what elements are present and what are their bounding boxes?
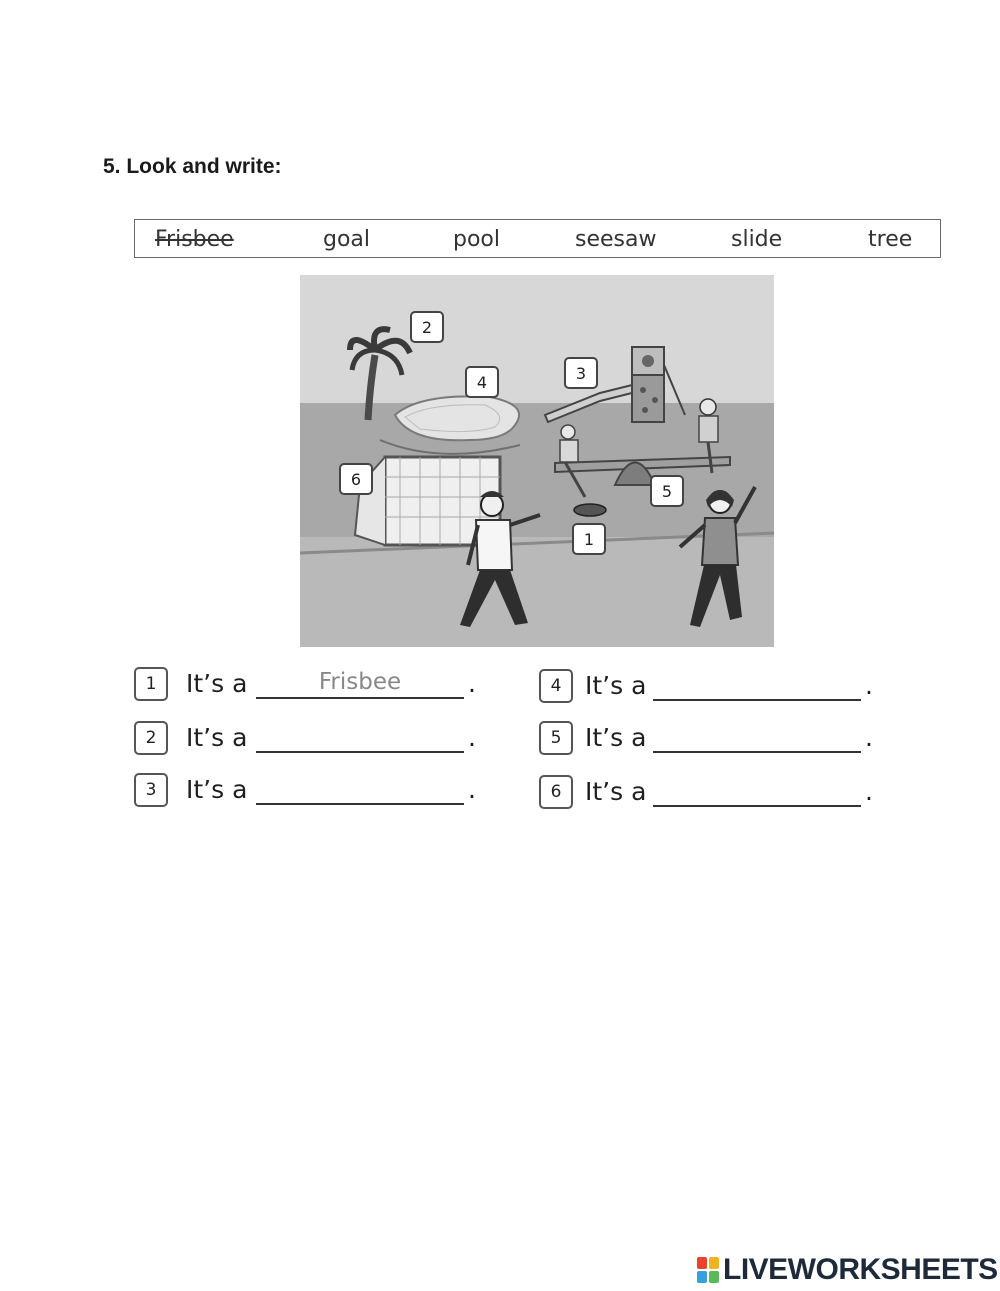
word-bank-item: Frisbee: [155, 227, 234, 252]
word-bank-item: slide: [731, 227, 783, 252]
answer-line: [653, 751, 861, 753]
question-number: 3: [134, 773, 168, 807]
sentence-period: .: [468, 775, 476, 804]
question-3: [134, 773, 494, 813]
question-6: [539, 775, 899, 815]
question-prompt: It’s a: [186, 723, 248, 752]
sentence-period: .: [468, 723, 476, 752]
word-bank-item: pool: [453, 227, 500, 252]
logo-text: LIVEWORKSHEETS: [723, 1253, 998, 1286]
exercise-title: 5. Look and write:: [103, 155, 282, 178]
sentence-period: .: [468, 669, 476, 698]
answer-line: [256, 803, 464, 805]
answer-input-6[interactable]: [653, 775, 861, 805]
question-number: 6: [539, 775, 573, 809]
liveworksheets-logo[interactable]: [697, 1252, 998, 1288]
answer-line: [256, 697, 464, 699]
frisbee-drawing: [574, 504, 606, 516]
question-1: [134, 667, 494, 707]
sentence-period: .: [865, 777, 873, 806]
question-number: 4: [539, 669, 573, 703]
question-prompt: It’s a: [585, 671, 647, 700]
question-number: 1: [134, 667, 168, 701]
scene-label-4: 4: [476, 373, 488, 392]
word-bank: [134, 219, 941, 258]
answer-input-5[interactable]: [653, 721, 861, 751]
scene-label-3: 3: [575, 364, 587, 383]
answer-input-2[interactable]: [256, 721, 464, 751]
scene-label-5: 5: [661, 482, 673, 501]
word-bank-item: tree: [868, 227, 913, 252]
sentence-period: .: [865, 671, 873, 700]
word-bank-item: goal: [323, 227, 371, 252]
answer-input-4[interactable]: [653, 669, 861, 699]
question-prompt: It’s a: [186, 669, 248, 698]
question-prompt: It’s a: [186, 775, 248, 804]
answer-line: [653, 805, 861, 807]
question-number: 2: [134, 721, 168, 755]
sentence-period: .: [865, 723, 873, 752]
scene-label-2: 2: [421, 318, 433, 337]
question-prompt: It’s a: [585, 723, 647, 752]
word-bank-item: seesaw: [575, 227, 657, 252]
question-4: [539, 669, 899, 709]
answer-line: [653, 699, 861, 701]
answer-input-3[interactable]: [256, 773, 464, 803]
scene-label-1: 1: [583, 530, 595, 549]
question-number: 5: [539, 721, 573, 755]
answer-line: [256, 751, 464, 753]
example-answer: Frisbee: [318, 669, 402, 695]
question-prompt: It’s a: [585, 777, 647, 806]
scene-label-6: 6: [350, 470, 362, 489]
liveworksheets-logo-icon: [697, 1257, 719, 1283]
question-5: [539, 721, 899, 761]
question-2: [134, 721, 494, 761]
playground-illustration: [300, 275, 774, 647]
